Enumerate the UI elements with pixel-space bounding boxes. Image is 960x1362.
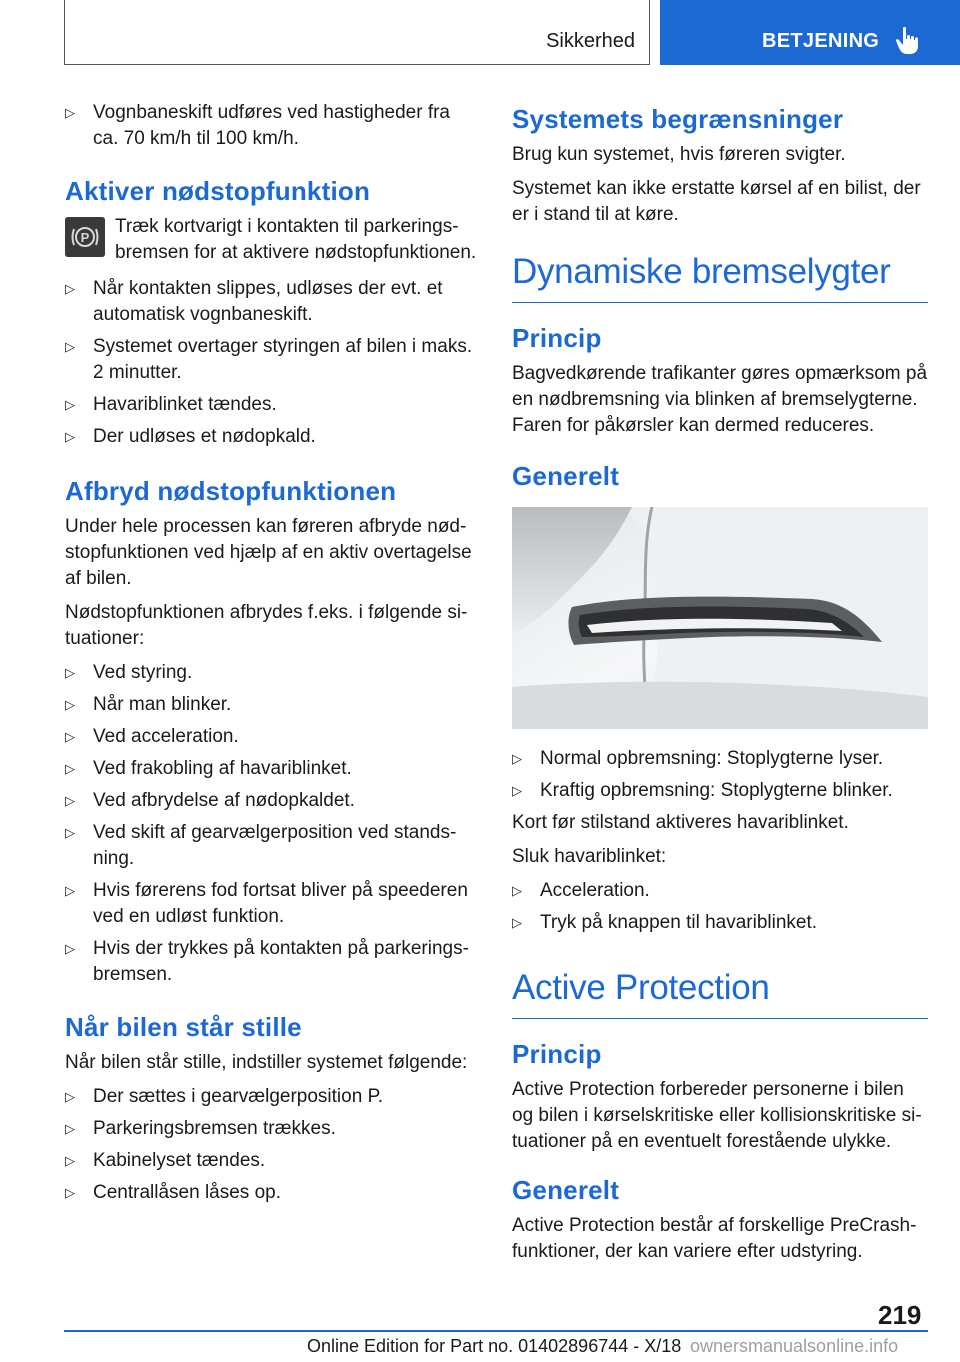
list-item: ▷ Ved acceleration. <box>65 724 480 750</box>
bullet-triangle-icon: ▷ <box>65 339 75 354</box>
bullet-triangle-icon: ▷ <box>65 793 75 808</box>
bullet-triangle-icon: ▷ <box>65 1089 75 1104</box>
hazard-off-bullet-list <box>512 878 928 936</box>
list-item: ▷ Vognbaneskift udføres ved hastigheder fra ca. 70 km/h til 100 km/h. <box>65 102 451 149</box>
hazard-paragraph: Kort før stilstand aktiveres havariblinket. <box>512 812 849 833</box>
bullet-triangle-icon: ▷ <box>65 429 75 444</box>
watermark: ownersmanualsonline.info <box>690 1336 899 1356</box>
activate-bullet-list <box>65 276 480 450</box>
list-item: ▷ Ved afbrydelse af nødopkaldet. <box>65 788 480 814</box>
list-item: ▷ Normal opbremsning: Stoplygterne lyser. <box>512 746 928 772</box>
bullet-triangle-icon: ▷ <box>65 761 75 776</box>
bullet-triangle-icon: ▷ <box>65 665 75 680</box>
activate-instruction-text: Træk kortvarigt i kontakten til parkeringsbremsen for at aktivere nødstopfunktionen. <box>115 216 477 263</box>
standstill-paragraph: Når bilen står stille, indstiller systemet følgende: <box>65 1052 468 1073</box>
cancel-bullet-list <box>65 660 480 988</box>
chapter-tab-label: BETJENING <box>762 30 880 52</box>
list-item: ▷ Ved skift af gearvælgerposition ved standsning. <box>65 822 457 869</box>
list-item: ▷ Når man blinker. <box>65 692 480 718</box>
taillight-illustration <box>512 507 928 729</box>
section-heading-general: Generelt <box>512 461 620 491</box>
bullet-triangle-icon: ▷ <box>512 751 522 766</box>
limits-paragraph-2: Systemet kan ikke erstatte kørsel af en bilist, der er i stand til at køre. <box>512 178 921 225</box>
header-section-box <box>64 0 650 65</box>
bullet-triangle-icon: ▷ <box>65 281 75 296</box>
section-heading-principle: Princip <box>512 323 602 353</box>
ap-general-paragraph: Active Protection består af forskellige PreCrash-funktioner, der kan variere efter udstyring. <box>512 1215 917 1262</box>
chapter-tab[interactable] <box>660 0 960 65</box>
right-column <box>512 100 928 1273</box>
list-item: ▷ Systemet overtager styringen af bilen i maks. 2 minutter. <box>65 336 473 383</box>
standstill-bullet-list <box>65 1084 480 1206</box>
section-heading-standstill: Når bilen står stille <box>65 1012 302 1042</box>
bullet-triangle-icon: ▷ <box>512 783 522 798</box>
hand-pointer-icon <box>894 26 922 56</box>
list-item: ▷ Havariblinket tændes. <box>65 392 480 418</box>
list-item: ▷ Der udløses et nødopkald. <box>65 424 480 450</box>
principle-paragraph: Bagvedkørende trafikanter gøres opmærksom på en nødbremsning via blinken af bremselygterne. Faren for påkørsler kan dermed reduceres. <box>512 363 928 436</box>
edition-text: Online Edition for Part no. 01402896744 - X/18 <box>307 1336 682 1356</box>
limits-paragraph-1: Brug kun systemet, hvis føreren svigter. <box>512 144 846 165</box>
chapter-heading-dynamic-brake-lights: Dynamiske bremselygter <box>512 250 928 303</box>
bullet-triangle-icon: ▷ <box>65 105 75 120</box>
bullet-triangle-icon: ▷ <box>512 915 522 930</box>
bullet-triangle-icon: ▷ <box>65 397 75 412</box>
list-item: ▷ Tryk på knappen til havariblinket. <box>512 910 928 936</box>
brake-bullet-list <box>512 746 928 804</box>
list-item: ▷ Når kontakten slippes, udløses der evt. et automatisk vognbaneskift. <box>65 278 443 325</box>
bullet-triangle-icon: ▷ <box>65 697 75 712</box>
cancel-paragraph: Under hele processen kan føreren afbryde nødstopfunktionen ved hjælp af en aktiv overtagelse af bilen. <box>65 516 472 589</box>
list-item: ▷ Hvis førerens fod fortsat bliver på speederen ved en udløst funktion. <box>65 880 468 927</box>
bullet-triangle-icon: ▷ <box>65 1153 75 1168</box>
list-item: ▷ Centrallåsen låses op. <box>65 1180 480 1206</box>
svg-text:P: P <box>80 230 90 245</box>
list-item: ▷ Parkeringsbremsen trækkes. <box>65 1116 480 1142</box>
list-item: ▷ Ved styring. <box>65 660 480 686</box>
bullet-triangle-icon: ▷ <box>65 1185 75 1200</box>
bullet-triangle-icon: ▷ <box>65 1121 75 1136</box>
bullet-triangle-icon: ▷ <box>65 825 75 840</box>
section-heading-cancel: Afbryd nødstopfunktionen <box>65 476 397 506</box>
bullet-triangle-icon: ▷ <box>65 883 75 898</box>
page-number: 219 <box>878 1300 922 1330</box>
chapter-heading-active-protection: Active Protection <box>512 966 928 1019</box>
footer-divider <box>64 1330 928 1332</box>
bullet-triangle-icon: ▷ <box>65 941 75 956</box>
cancel-situations-intro: Nødstopfunktionen afbrydes f.eks. i følgende situationer: <box>65 602 468 649</box>
section-heading-ap-principle: Princip <box>512 1039 602 1069</box>
bullet-triangle-icon: ▷ <box>65 729 75 744</box>
list-item: ▷ Kraftig opbremsning: Stoplygterne blinker. <box>512 778 928 804</box>
section-heading-ap-general: Generelt <box>512 1175 620 1205</box>
activate-instruction <box>65 214 480 266</box>
parking-brake-icon <box>65 217 105 257</box>
bullet-triangle-icon: ▷ <box>512 883 522 898</box>
left-column <box>65 100 480 1212</box>
list-item: ▷ Kabinelyset tændes. <box>65 1148 480 1174</box>
list-item: ▷ Der sættes i gearvælgerposition P. <box>65 1084 480 1110</box>
list-item: ▷ Hvis der trykkes på kontakten på parkeringsbremsen. <box>65 938 469 985</box>
section-heading-activate: Aktiver nødstopfunktion <box>65 176 371 206</box>
header-section-title: Sikkerhed <box>546 30 635 52</box>
list-item: ▷ Acceleration. <box>512 878 928 904</box>
ap-principle-paragraph: Active Protection forbereder personerne i bilen og bilen i kørselskritiske eller kollisionskritiske situationer på en eventuelt forestående ulykke. <box>512 1079 922 1152</box>
list-item: ▷ Ved frakobling af havariblinket. <box>65 756 480 782</box>
intro-bullet-list <box>65 100 480 152</box>
section-heading-limits: Systemets begrænsninger <box>512 104 844 134</box>
hazard-off-intro: Sluk havariblinket: <box>512 846 667 867</box>
